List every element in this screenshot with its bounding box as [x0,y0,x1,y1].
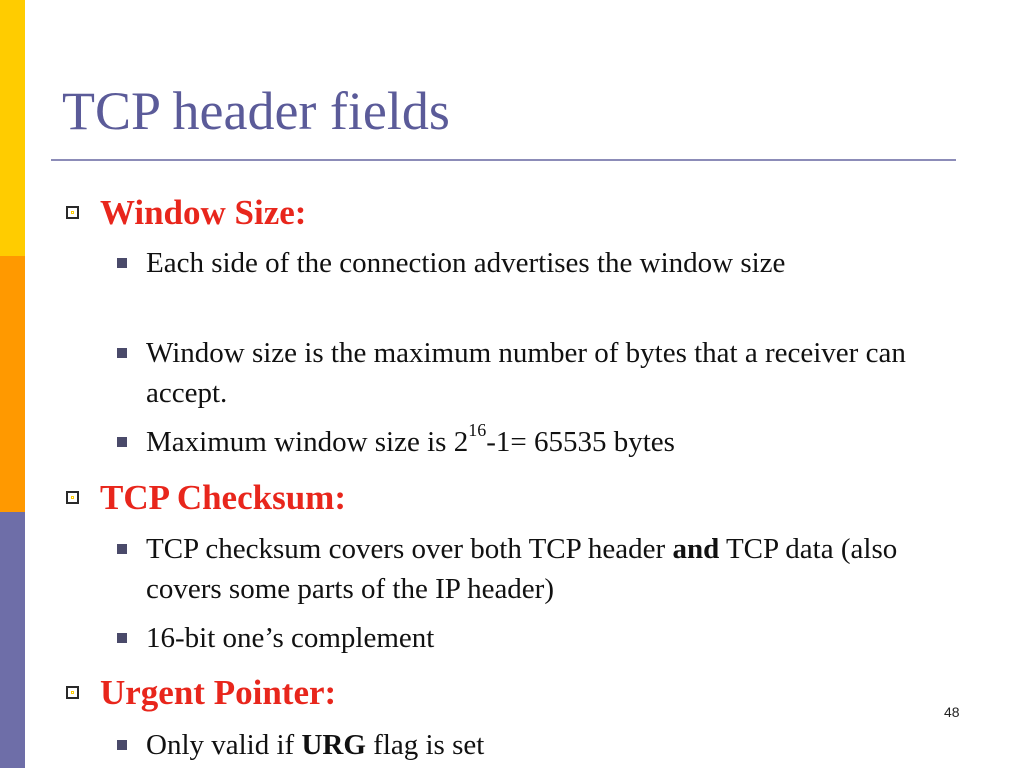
bullet-text: Each side of the connection advertises the window size [146,247,786,279]
bullet-text [146,529,966,609]
hollow-square-bullet-icon [66,686,79,699]
title-underline [51,159,956,161]
bullet-text-part: Maximum window size is 2 [146,426,469,458]
bullet-text-part: TCP checksum covers over both TCP header [146,533,673,565]
section-heading-text: TCP Checksum: [100,478,346,517]
bullet-text-part: flag is set [365,729,485,761]
filled-square-bullet-icon [117,258,127,268]
page-number: 48 [944,704,960,720]
bullet-text: Window size is the maximum number of bytes that a receiver can accept. [146,337,906,409]
section-heading-text: Urgent Pointer: [100,673,337,712]
filled-square-bullet-icon [117,544,127,554]
filled-square-bullet-icon [117,740,127,750]
hollow-square-bullet-icon [66,491,79,504]
bullet-text [146,725,966,765]
bullet-text-part: TCP data (also covers some parts of the IP header) [146,533,898,605]
side-bar-orange-segment [0,256,25,512]
section-heading-text: Window Size: [100,193,307,232]
bullet-text: 16-bit one’s complement [146,622,435,654]
filled-square-bullet-icon [117,348,127,358]
bullet-text-part: Only valid if [146,729,302,761]
bold-emphasis: URG [301,729,366,761]
bullet-text [146,422,966,462]
side-color-bar [0,0,25,768]
side-bar-yellow-segment [0,0,25,256]
hollow-square-bullet-icon [66,206,79,219]
slide-title: TCP header fields [62,81,450,141]
exponent-superscript: 16 [468,420,487,441]
side-bar-purple-segment [0,512,25,768]
filled-square-bullet-icon [117,437,127,447]
bold-emphasis: and [672,533,720,565]
filled-square-bullet-icon [117,633,127,643]
bullet-text-part: -1= 65535 bytes [486,426,675,458]
